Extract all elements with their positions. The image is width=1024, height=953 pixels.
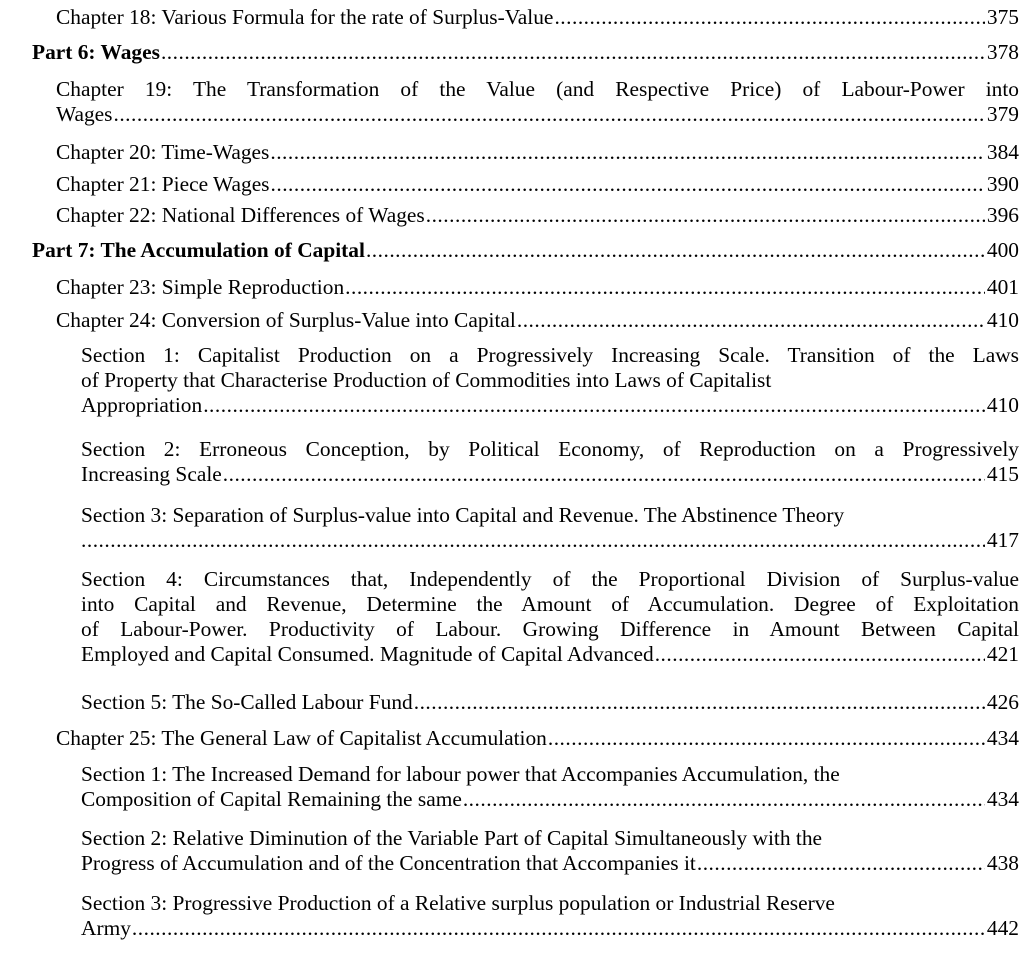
entry-title-line: Section 1: Capitalist Production on a Progressively Increasing Scale. Transition of the Laws <box>81 343 1019 367</box>
entry-title-line: Wages <box>56 102 113 126</box>
page-number: 375 <box>986 5 1019 29</box>
dot-leader <box>345 275 985 300</box>
toc-entry-chapter-18[interactable] <box>56 5 1019 30</box>
entry-title-line: Chapter 25: The General Law of Capitalist Accumulation <box>56 726 547 750</box>
toc-entry-ch24-section-1[interactable] <box>81 343 1019 418</box>
dot-leader <box>81 528 985 553</box>
page-number: 410 <box>986 308 1019 332</box>
toc-entry-part-7[interactable] <box>32 238 1019 263</box>
page-number: 417 <box>986 528 1019 552</box>
dot-leader <box>113 102 984 127</box>
entry-title-line: Chapter 20: Time-Wages <box>56 140 270 164</box>
entry-title-line: Section 3: Progressive Production of a Relative surplus population or Industrial Reserve <box>81 891 835 915</box>
entry-title-line: Section 4: Circumstances that, Independently of the Proportional Division of Surplus-value <box>81 567 1019 591</box>
dot-leader <box>271 172 985 197</box>
dot-leader <box>414 690 985 715</box>
toc-entry-chapter-21[interactable] <box>56 172 1019 197</box>
dot-leader <box>223 462 985 487</box>
page-number: 438 <box>986 851 1019 875</box>
dot-leader <box>132 916 985 941</box>
toc-entry-ch24-section-5[interactable] <box>81 690 1019 715</box>
dot-leader <box>270 140 985 165</box>
page-number: 378 <box>986 40 1019 64</box>
entry-title-line: Chapter 18: Various Formula for the rate of Surplus-Value <box>56 5 554 29</box>
toc-entry-chapter-19[interactable] <box>56 77 1019 127</box>
entry-title-line: Part 6: Wages <box>32 40 160 64</box>
dot-leader <box>203 393 985 418</box>
toc-entry-chapter-24[interactable] <box>56 308 1019 333</box>
entry-title-line: Progress of Accumulation and of the Concentration that Accompanies it <box>81 851 696 875</box>
page-number: 384 <box>986 140 1019 164</box>
entry-title-line: Employed and Capital Consumed. Magnitude of Capital Advanced <box>81 642 654 666</box>
entry-title-line: Section 1: The Increased Demand for labour power that Accompanies Accumulation, the <box>81 762 840 786</box>
toc-entry-ch25-section-3[interactable] <box>81 891 1019 941</box>
page-number: 390 <box>986 172 1019 196</box>
entry-title-line: of Property that Characterise Production of Commodities into Laws of Capitalist <box>81 368 772 392</box>
entry-title-line: Section 2: Relative Diminution of the Variable Part of Capital Simultaneously with the <box>81 826 823 850</box>
page-number: 434 <box>986 787 1019 811</box>
dot-leader <box>463 787 985 812</box>
page-number: 434 <box>986 726 1019 750</box>
toc-entry-ch25-section-2[interactable] <box>81 826 1019 876</box>
page-number: 442 <box>986 916 1019 940</box>
toc-entry-ch24-section-3[interactable] <box>81 503 1019 553</box>
entry-title-line: of Labour-Power. Productivity of Labour. Growing Difference in Amount Between Capital <box>81 617 1019 641</box>
toc-entry-ch25-section-1[interactable] <box>81 762 1019 812</box>
page-number: 421 <box>986 642 1019 666</box>
entry-title-line: Chapter 22: National Differences of Wages <box>56 203 425 227</box>
page-number: 410 <box>986 393 1019 417</box>
dot-leader <box>554 5 984 30</box>
dot-leader <box>426 203 985 228</box>
toc-entry-chapter-25[interactable] <box>56 726 1019 751</box>
dot-leader <box>161 40 985 65</box>
page-number: 426 <box>986 690 1019 714</box>
entry-title-line: Chapter 23: Simple Reproduction <box>56 275 345 299</box>
entry-title-line: Composition of Capital Remaining the same <box>81 787 462 811</box>
dot-leader <box>517 308 985 333</box>
toc-entry-chapter-22[interactable] <box>56 203 1019 228</box>
toc-entry-chapter-20[interactable] <box>56 140 1019 165</box>
page-number: 415 <box>986 462 1019 486</box>
entry-title-line: Section 3: Separation of Surplus-value into Capital and Revenue. The Abstinence Theory <box>81 503 845 527</box>
entry-title-line: Part 7: The Accumulation of Capital <box>32 238 365 262</box>
entry-title-line: Chapter 21: Piece Wages <box>56 172 270 196</box>
page-number: 401 <box>986 275 1019 299</box>
page-number: 400 <box>986 238 1019 262</box>
toc-entry-chapter-23[interactable] <box>56 275 1019 300</box>
entry-title-line: Section 5: The So-Called Labour Fund <box>81 690 413 714</box>
entry-title-line: Chapter 24: Conversion of Surplus-Value into Capital <box>56 308 516 332</box>
toc-entry-ch24-section-4[interactable] <box>81 567 1019 667</box>
entry-title-line: into Capital and Revenue, Determine the Amount of Accumulation. Degree of Exploitation <box>81 592 1019 616</box>
dot-leader <box>548 726 985 751</box>
entry-title-line: Section 2: Erroneous Conception, by Political Economy, of Reproduction on a Progressively <box>81 437 1019 461</box>
entry-title-line: Chapter 19: The Transformation of the Value (and Respective Price) of Labour-Power into <box>56 77 1019 101</box>
dot-leader <box>655 642 985 667</box>
page-number: 396 <box>986 203 1019 227</box>
entry-title-line: Increasing Scale <box>81 462 222 486</box>
page-number: 379 <box>986 102 1019 126</box>
entry-title-line: Army <box>81 916 131 940</box>
toc-entry-ch24-section-2[interactable] <box>81 437 1019 487</box>
dot-leader <box>366 238 985 263</box>
toc-entry-part-6[interactable] <box>32 40 1019 65</box>
entry-title-line: Appropriation <box>81 393 203 417</box>
dot-leader <box>697 851 985 876</box>
